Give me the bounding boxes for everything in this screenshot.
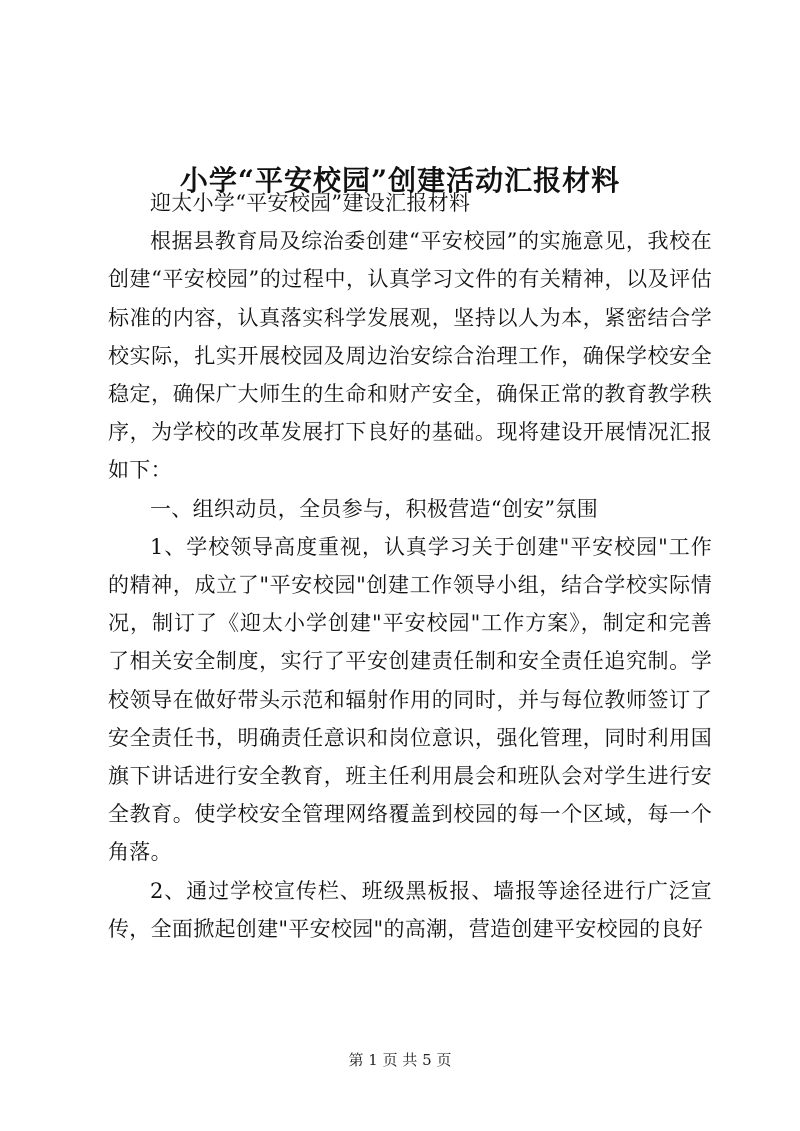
document-title: 小学“平安校园”创建活动汇报材料 xyxy=(179,163,621,197)
section-heading: 一、组织动员，全员参与，积极营造“创安”氛围 xyxy=(150,496,599,521)
item-1-paragraph: 1、学校领导高度重视，认真学习关于创建"平安校园"工作的精神，成立了"平安校园"创建工作领导小组，结合学校实际情况，制订了《迎太小学创建"平安校园"工作方案》，制定和完善了相关安全制度，实行了平安创建责任制和安全责任追究制。学校领导在做好带头示范和辐射作用的同时，并与每位教师签订了安全责任书，明确责任意识和岗位意识，强化管理，同时利用国旗下讲话进行安全教育，班主任利用晨会和班队会对学生进行安全教育。使学校安全管理网络覆盖到校园的每一个区域，每一个角落。 xyxy=(108,534,712,865)
page-footer: 第 1 页 共 5 页 xyxy=(348,1051,452,1069)
item-2-paragraph: 2、通过学校宣传栏、班级黑板报、墙报等途径进行广泛宣传，全面掀起创建"平安校园"的高潮，营造创建平安校园的良好 xyxy=(108,878,712,941)
intro-paragraph: 根据县教育局及综治委创建“平安校园”的实施意见，我校在创建“平安校园”的过程中，认真学习文件的有关精神，以及评估标准的内容，认真落实科学发展观，坚持以人为本，紧密结合学校实际，扎实开展校园及周边治安综合治理工作，确保学校安全稳定，确保广大师生的生命和财产安全，确保正常的教育教学秩序，为学校的改革发展打下良好的基础。现将建设开展情况汇报如下： xyxy=(108,229,712,483)
subtitle-paragraph: 迎太小学“平安校园”建设汇报材料 xyxy=(150,191,471,215)
document-body xyxy=(108,184,712,948)
